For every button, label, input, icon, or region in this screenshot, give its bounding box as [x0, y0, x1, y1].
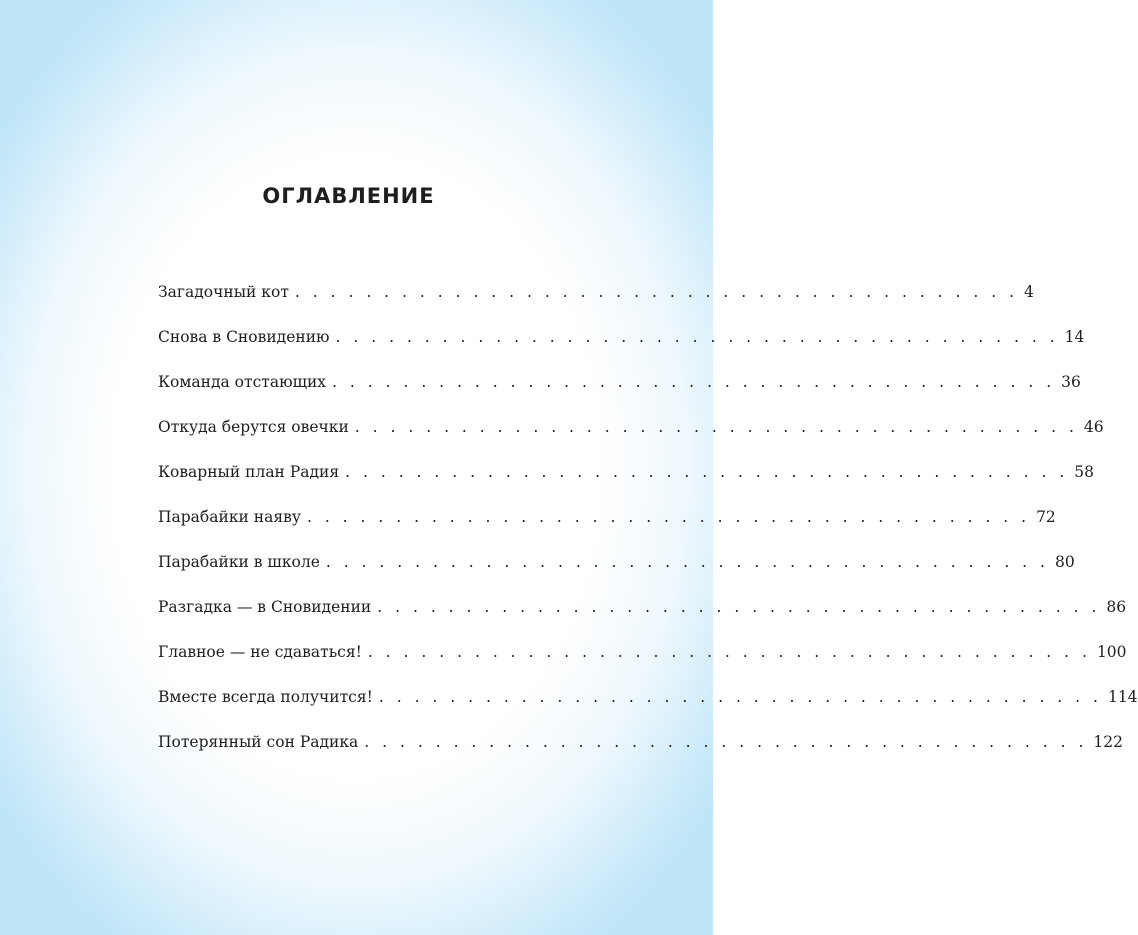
toc-entry — [158, 283, 1034, 328]
toc-list — [158, 283, 1138, 778]
toc-entry-title: Откуда берутся овечки — [158, 418, 349, 436]
toc-entry — [158, 598, 1127, 643]
toc-entry-title: Главное — не сдаваться! — [158, 643, 362, 661]
toc-entry-title: Парабайки наяву — [158, 508, 301, 526]
toc-entry-page: 100 — [1096, 643, 1127, 661]
toc-entry-page: 72 — [1036, 508, 1056, 526]
toc-entry-title: Загадочный кот — [158, 283, 289, 301]
toc-entry-title: Команда отстающих — [158, 373, 327, 391]
toc-entry-page: 58 — [1074, 463, 1094, 481]
toc-entry-title: Потерянный сон Радика — [158, 733, 359, 751]
toc-entry-page: 36 — [1061, 373, 1081, 391]
toc-entry-title: Снова в Сновидению — [158, 328, 330, 346]
toc-entry-page: 14 — [1064, 328, 1085, 346]
toc-entry-page: 80 — [1054, 553, 1075, 571]
toc-entry — [158, 418, 1104, 463]
toc-leader-dots: . . . . . . . . . . . . . . . . . . . . . . . . . . . . . . . . . . . . . . . . . — [325, 553, 1049, 571]
toc-leader-dots: . . . . . . . . . . . . . . . . . . . . . . . . . . . . . . . . . . . . . . . . . — [354, 418, 1078, 436]
toc-leader-dots: . . . . . . . . . . . . . . . . . . . . . . . . . . . . . . . . . . . . . . . . . — [378, 688, 1102, 706]
toc-leader-dots: . . . . . . . . . . . . . . . . . . . . . . . . . . . . . . . . . . . . . . . . . — [335, 328, 1059, 346]
toc-leader-dots: . . . . . . . . . . . . . . . . . . . . . . . . . . . . . . . . . . . . . . . . . — [332, 373, 1056, 391]
toc-entry-page: 46 — [1083, 418, 1104, 436]
toc-entry-title: Коварный план Радия — [158, 463, 340, 481]
toc-entry-page: 122 — [1093, 733, 1123, 751]
toc-entry — [158, 463, 1094, 508]
toc-entry-page: 86 — [1106, 598, 1127, 616]
toc-leader-dots: . . . . . . . . . . . . . . . . . . . . . . . . . . . . . . . . . . . . . . . . . — [377, 598, 1101, 616]
toc-entry — [158, 643, 1127, 688]
toc-entry — [158, 733, 1123, 778]
toc-leader-dots: . . . . . . . . . . . . . . . . . . . . . . . . . . . . . . . . . . . . . . . . . — [345, 463, 1069, 481]
toc-entry-page: 4 — [1024, 283, 1034, 301]
toc-entry — [158, 508, 1056, 553]
toc-entry-title: Парабайки в школе — [158, 553, 320, 571]
toc-heading: ОГЛАВЛЕНИЕ — [262, 184, 435, 208]
toc-entry-title: Разгадка — в Сновидении — [158, 598, 372, 616]
toc-entry — [158, 328, 1085, 373]
toc-leader-dots: . . . . . . . . . . . . . . . . . . . . . . . . . . . . . . . . . . . . . . . . . — [364, 733, 1088, 751]
toc-entry — [158, 688, 1138, 733]
toc-entry — [158, 373, 1081, 418]
toc-leader-dots: . . . . . . . . . . . . . . . . . . . . . . . . . . . . . . . . . . . . . . . . . — [306, 508, 1031, 526]
toc-leader-dots: . . . . . . . . . . . . . . . . . . . . . . . . . . . . . . . . . . . . . . . . . — [367, 643, 1091, 661]
toc-entry-title: Вместе всегда получится! — [158, 688, 373, 706]
toc-entry-page: 114 — [1107, 688, 1138, 706]
toc-entry — [158, 553, 1075, 598]
toc-leader-dots: . . . . . . . . . . . . . . . . . . . . . . . . . . . . . . . . . . . . . . . . . — [294, 283, 1018, 301]
